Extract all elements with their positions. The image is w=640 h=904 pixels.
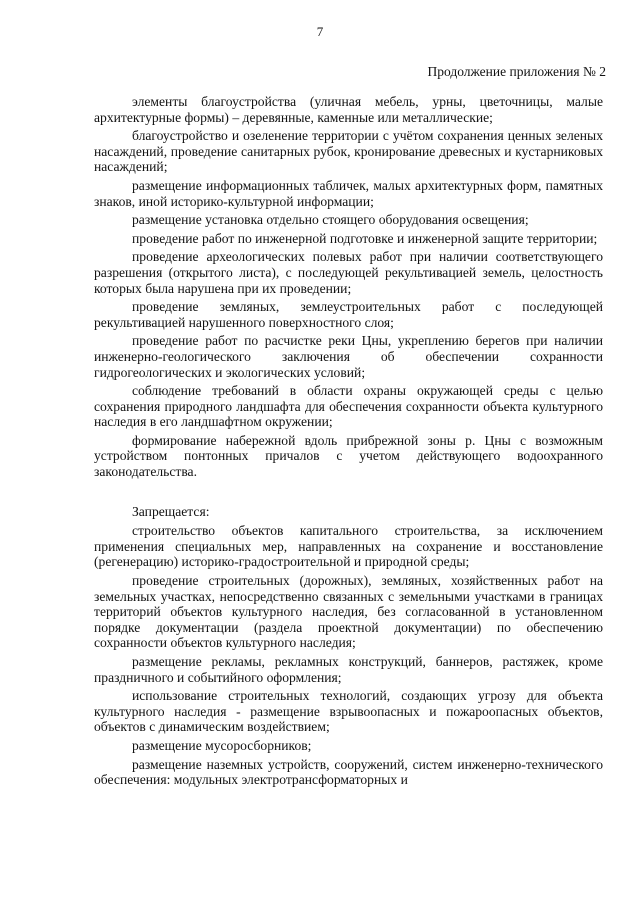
paragraph: размещение установка отдельно стоящего оборудования освещения; <box>132 212 529 228</box>
paragraph: использование строительных технологий, создающих угрозу для объекта культурного наследия - размещение взрывоопасных и пожароопасных объектов, объектов с динамическим воздействием; <box>94 688 603 735</box>
paragraph: размещение рекламы, рекламных конструкций, баннеров, растяжек, кроме праздничного и событийного оформления; <box>94 654 603 685</box>
prohibited-heading: Запрещается: <box>132 503 210 519</box>
paragraph: размещение наземных устройств, сооружений, систем инженерно-технического обеспечения: модульных электротрансформаторных и <box>94 756 603 788</box>
paragraph: проведение работ по инженерной подготовке и инженерной защите территории; <box>132 230 598 246</box>
paragraph: проведение работ по расчистке реки Цны, укреплению берегов при наличии инженерно-геологического заключения об обеспечении сохранности гидрогеологических и экологических условий; <box>94 333 603 380</box>
page-number: 7 <box>316 24 324 39</box>
paragraph: проведение земляных, землеустроительных работ с последующей рекультивацией нарушенного поверхностного слоя; <box>94 299 603 330</box>
paragraph: размещение информационных табличек, малых архитектурных форм, памятных знаков, иной историко-культурной информации; <box>94 177 603 209</box>
paragraph: соблюдение требований в области охраны окружающей среды с целью сохранения природного ландшафта для обеспечения сохранности объекта культурного наследия в его ландшафтном окружении; <box>94 383 603 430</box>
paragraph: формирование набережной вдоль прибрежной зоны р. Цны с возможным устройством понтонных причалов с учетом действующего водоохранного законодательства. <box>94 432 603 480</box>
document-body <box>94 94 603 791</box>
paragraph: размещение мусоросборников; <box>132 737 312 753</box>
paragraph: элементы благоустройства (уличная мебель, урны, цветочницы, малые архитектурные формы) – деревянные, каменные или металлические; <box>94 94 603 125</box>
appendix-continuation-note: Продолжение приложения № 2 <box>427 64 606 79</box>
paragraph: строительство объектов капитального строительства, за исключением применения специальных мер, направленных на сохранение и восстановление (регенерацию) историко-градостроительной и природной среды; <box>94 523 603 570</box>
paragraph: проведение археологических полевых работ при наличии соответствующего разрешения (открытого листа), с последующей рекультивацией земель, целостность которых была нарушена при их проведении; <box>94 249 603 296</box>
paragraph: благоустройство и озеленение территории с учётом сохранения ценных зеленых насаждений, проведение санитарных рубок, кронирование древесных и кустарниковых насаждений; <box>94 128 603 175</box>
paragraph: проведение строительных (дорожных), земляных, хозяйственных работ на земельных участках, непосредственно связанных с земельными участками в границах территорий объектов культурного наследия, без согласованной в установленном порядке документации (раздела проектной документации) по обеспечению сохранности объектов культурного наследия; <box>94 573 603 651</box>
